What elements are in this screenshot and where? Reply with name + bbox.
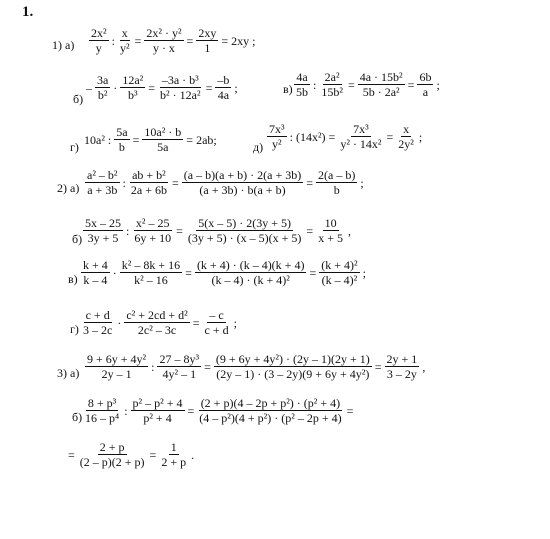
fraction: [129, 168, 169, 197]
expression-3a: [84, 352, 427, 381]
label-2v: в): [68, 272, 78, 286]
numerator: 7x³: [353, 122, 369, 136]
denominator: a + 3b: [87, 183, 118, 197]
fraction: [131, 396, 185, 425]
fraction: [417, 70, 433, 99]
fraction: [316, 216, 345, 245]
numerator: p² – p² + 4: [132, 396, 183, 410]
operator: =: [185, 265, 192, 280]
numerator: 2 + p: [99, 440, 125, 454]
denominator: 5b: [296, 85, 308, 99]
operator: ;: [362, 265, 366, 280]
operator: :: [122, 175, 126, 190]
fraction: [319, 70, 345, 99]
numerator: x: [121, 26, 128, 40]
numerator: k² – 8k + 16: [121, 258, 181, 272]
expression-2v: [80, 258, 368, 287]
operator: .: [191, 447, 195, 462]
expression-2a: [84, 168, 366, 197]
denominator: (3y + 5) · (x – 5)(x + 5): [187, 231, 302, 245]
numerator: 5(x – 5) · 2(3y + 5): [198, 216, 292, 230]
operator: =: [309, 265, 317, 280]
expression-1v: [293, 70, 442, 99]
operator: =: [306, 223, 314, 238]
operator: =: [132, 132, 140, 147]
fraction: [124, 308, 189, 337]
denominator: 1: [204, 41, 211, 55]
operator: ·: [112, 265, 117, 280]
numerator: 2x² · y²: [146, 26, 182, 40]
denominator: 2y²: [398, 137, 414, 151]
numerator: 2y + 1: [386, 352, 418, 366]
fraction: [159, 440, 188, 469]
numerator: 4a · 15b²: [359, 70, 403, 84]
fraction: [338, 122, 383, 151]
label-1b: б): [73, 92, 84, 106]
operator: =: [148, 80, 156, 95]
fraction: [294, 70, 310, 99]
label-3b: б): [72, 410, 83, 424]
operator: =: [187, 403, 195, 418]
fraction: [120, 73, 145, 102]
denominator: (k – 4) · (k + 4)²: [211, 273, 290, 287]
operator: =: [374, 359, 382, 374]
operator: =: [347, 77, 355, 92]
numerator: 2(a – b): [318, 168, 356, 182]
denominator: a: [422, 85, 429, 99]
fraction: [316, 168, 357, 197]
denominator: x + 5: [318, 231, 343, 245]
fraction: [144, 26, 183, 55]
denominator: b³: [127, 88, 138, 102]
operator: ,: [347, 223, 351, 238]
denominator: 2c² – 3c: [137, 323, 177, 337]
fraction: [85, 352, 148, 381]
expression-2g: [80, 308, 239, 337]
expression-2b: [82, 216, 353, 245]
operator: –: [86, 80, 92, 95]
numerator: (k + 4) · (k – 4)(k + 4): [196, 258, 305, 272]
operator: =: [149, 447, 157, 462]
operator: =: [171, 175, 179, 190]
operator: : (14x²) =: [289, 129, 336, 144]
denominator: y²: [119, 41, 130, 55]
numerator: 2x²: [91, 26, 107, 40]
operator: ;: [418, 129, 423, 144]
denominator: 2y – 1: [101, 367, 132, 381]
label-1v: в): [283, 82, 293, 96]
label-1g: г): [70, 140, 79, 154]
denominator: b: [118, 140, 125, 154]
fraction: [157, 352, 201, 381]
denominator: (4 – p²)(4 + p²) · (p² – 2p + 4): [199, 411, 342, 425]
denominator: (a + 3b) · b(a + b): [199, 183, 286, 197]
numerator: ab + b²: [132, 168, 166, 182]
denominator: (2 – p)(2 + p): [79, 455, 145, 469]
denominator: (2y – 1) · (3 – 2y)(9 + 6y + 4y²): [216, 367, 370, 381]
denominator: k – 4: [83, 273, 108, 287]
numerator: –b: [217, 73, 230, 87]
operator: =: [346, 403, 354, 418]
operator: ;: [233, 315, 237, 330]
problem-number: 1.: [22, 4, 34, 20]
denominator: b²: [97, 88, 108, 102]
numerator: (a – b)(a + b) · 2(a + 3b): [183, 168, 302, 182]
fraction: [114, 125, 129, 154]
numerator: 2xy: [198, 26, 217, 40]
denominator: 15b²: [321, 85, 343, 99]
fraction: [132, 216, 173, 245]
denominator: 3 – 2y: [386, 367, 417, 381]
expression-3b-continued: [66, 440, 196, 469]
numerator: 5x – 25: [85, 216, 121, 230]
fraction: [120, 258, 182, 287]
fraction: [95, 73, 110, 102]
numerator: 8 + p³: [87, 396, 117, 410]
operator: =: [386, 129, 394, 144]
operator: =: [205, 80, 213, 95]
fraction: [396, 122, 416, 151]
numerator: 9 + 6y + 4y²: [87, 352, 147, 366]
denominator: 16 – p⁴: [85, 411, 120, 425]
operator: =: [68, 447, 75, 462]
numerator: x: [403, 122, 410, 136]
numerator: x² – 25: [135, 216, 170, 230]
numerator: 6b: [419, 70, 432, 84]
denominator: b² · 12a²: [160, 88, 201, 102]
fraction: [85, 168, 120, 197]
fraction: [83, 216, 123, 245]
fraction: [83, 396, 121, 425]
numerator: c² + 2cd + d²: [126, 308, 188, 322]
numerator: k + 4: [83, 258, 108, 272]
numerator: 27 – 8y³: [159, 352, 200, 366]
operator: =: [192, 315, 200, 330]
denominator: 4y² – 1: [162, 367, 197, 381]
numerator: (k + 4)²: [321, 258, 358, 272]
operator: =: [134, 33, 142, 48]
denominator: 2a + 6b: [130, 183, 167, 197]
denominator: 4a: [217, 88, 230, 102]
numerator: 12a²: [122, 73, 144, 87]
fraction: [81, 308, 114, 337]
expression-1a: [88, 26, 257, 55]
fraction: [215, 73, 231, 102]
denominator: 5a: [157, 140, 169, 154]
numerator: (2 + p)(4 – 2p + p²) · (p² + 4): [200, 396, 341, 410]
fraction: [385, 352, 420, 381]
numerator: –3a · b³: [161, 73, 199, 87]
numerator: 7x³: [269, 122, 285, 136]
operator: = 2xy ;: [221, 33, 256, 48]
label-1d: д): [253, 140, 264, 154]
operator: =: [204, 359, 211, 374]
numerator: a² – b²: [87, 168, 118, 182]
numerator: 4a: [296, 70, 308, 84]
denominator: (k – 4)²: [321, 273, 358, 287]
operator: 10a² :: [84, 132, 112, 147]
fraction: [182, 168, 304, 197]
fraction: [196, 26, 218, 55]
label-1a: 1) а): [52, 38, 75, 52]
operator: =: [407, 77, 415, 92]
numerator: – c: [209, 308, 224, 322]
operator: :: [124, 403, 128, 418]
fraction: [158, 73, 203, 102]
denominator: p² + 4: [143, 411, 172, 425]
operator: = 2ab;: [186, 132, 217, 147]
denominator: c + d: [204, 323, 229, 337]
operator: =: [176, 223, 183, 238]
numerator: 5a: [116, 125, 128, 139]
numerator: c + d: [85, 308, 110, 322]
denominator: 3 – 2c: [83, 323, 113, 337]
numerator: 3a: [97, 73, 109, 87]
operator: ·: [117, 315, 122, 330]
numerator: 2a²: [324, 70, 340, 84]
operator: ,: [422, 359, 426, 374]
label-2g: г): [70, 322, 79, 336]
fraction: [186, 216, 304, 245]
fraction: [197, 396, 343, 425]
fraction: [267, 122, 287, 151]
fraction: [118, 26, 132, 55]
fraction: [319, 258, 359, 287]
operator: ·: [113, 80, 118, 95]
operator: :: [151, 359, 155, 374]
expression-1d: [266, 122, 424, 151]
operator: =: [306, 175, 314, 190]
operator: :: [126, 223, 130, 238]
numerator: 10: [324, 216, 337, 230]
expression-3b: [82, 396, 355, 425]
fraction: [89, 26, 109, 55]
operator: =: [186, 33, 194, 48]
numerator: 1: [170, 440, 177, 454]
label-2a: 2) а): [57, 181, 80, 195]
operator: ;: [360, 175, 364, 190]
operator: :: [111, 33, 115, 48]
denominator: 6y + 10: [134, 231, 172, 245]
operator: ;: [234, 80, 238, 95]
label-2b: б): [72, 232, 83, 246]
operator: ;: [436, 77, 440, 92]
denominator: b: [333, 183, 340, 197]
fraction: [195, 258, 307, 287]
denominator: y²: [272, 137, 282, 151]
numerator: (9 + 6y + 4y²) · (2y – 1)(2y + 1): [215, 352, 370, 366]
fraction: [358, 70, 405, 99]
expression-1g: [82, 125, 219, 154]
label-3a: 3) а): [57, 366, 80, 380]
fraction: [214, 352, 372, 381]
denominator: k² – 16: [134, 273, 168, 287]
fraction: [203, 308, 231, 337]
denominator: y² · 14x²: [340, 137, 382, 151]
denominator: y · x: [152, 41, 175, 55]
fraction: [78, 440, 147, 469]
numerator: 10a² · b: [144, 125, 182, 139]
denominator: y: [95, 41, 102, 55]
operator: :: [313, 77, 317, 92]
denominator: 2 + p: [161, 455, 187, 469]
fraction: [142, 125, 183, 154]
fraction: [81, 258, 110, 287]
denominator: 5b · 2a²: [362, 85, 400, 99]
expression-1b: [84, 73, 240, 102]
denominator: 3y + 5: [87, 231, 119, 245]
